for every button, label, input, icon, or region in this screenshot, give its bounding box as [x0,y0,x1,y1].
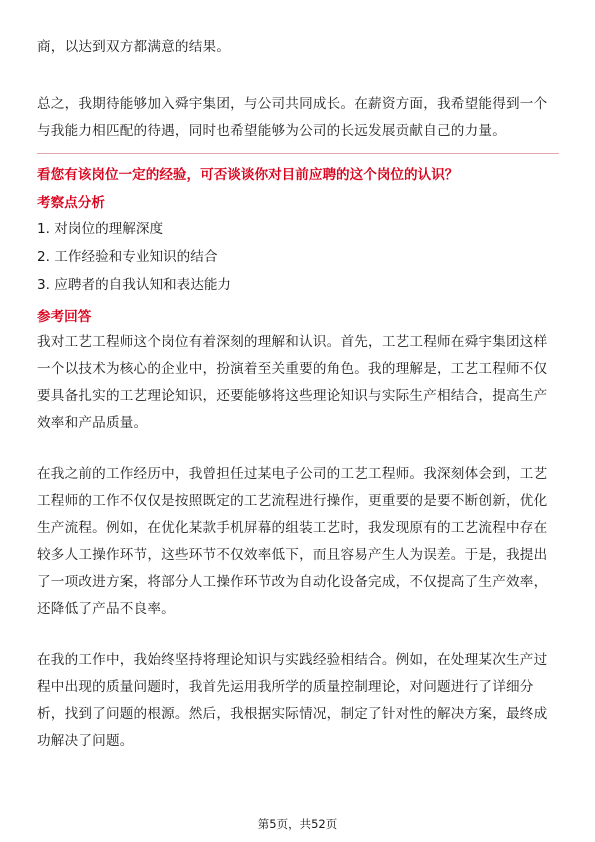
analysis-list [37,215,559,299]
document-page [37,0,559,755]
intro-continuation: 商，以达到双方都满意的结果。 [37,39,231,55]
answer-paragraph-3: 在我的工作中，我始终坚持将理论知识与实践经验相结合。例如，在处理某次生产过程中出现的质量问题时，我首先运用我所学的质量控制理论，对问题进行了详细分析，找到了问题的根源。然后，我根据实际情况，制定了针对性的解决方案，最终成功解决了问题。 [37,652,548,749]
interview-question: 看您有该岗位一定的经验，可否谈谈你对目前应聘的这个岗位的认识？ [37,167,459,183]
page-number: 第5页，共52页 [257,817,338,831]
answer-paragraph-2: 在我之前的工作经历中，我曾担任过某电子公司的工艺工程师。我深刻体会到，工艺工程师的工作不仅仅是按照既定的工艺流程进行操作，更重要的是要不断创新，优化生产流程。例如，在优化某款手机屏幕的组装工艺时，我发现原有的工艺流程中存在较多人工操作环节，这些环节不仅效率低下，而且容易产生人为误差。于是，我提出了一项改进方案，将部分人工操作环节改为自动化设备完成，不仅提高了生产效率，还降低了产品不良率。 [37,466,548,617]
list-item: 1. 对岗位的理解深度 [37,221,164,237]
intro-conclusion: 总之，我期待能够加入舜宇集团，与公司共同成长。在薪资方面，我希望能得到一个与我能力相匹配的待遇，同时也希望能够为公司的长远发展贡献自己的力量。 [37,96,548,139]
list-item: 2. 工作经验和专业知识的结合 [37,249,218,265]
answer-heading: 参考回答 [37,309,92,325]
analysis-heading: 考察点分析 [37,195,105,211]
section-divider [37,153,559,154]
answer-paragraph-1: 我对工艺工程师这个岗位有着深刻的理解和认识。首先，工艺工程师在舜宇集团这样一个以技术为核心的企业中，扮演着至关重要的角色。我的理解是，工艺工程师不仅要具备扎实的工艺理论知识，还要能够将这些理论知识与实际生产相结合，提高生产效率和产品质量。 [37,334,548,431]
list-item: 3. 应聘者的自我认知和表达能力 [37,277,232,293]
